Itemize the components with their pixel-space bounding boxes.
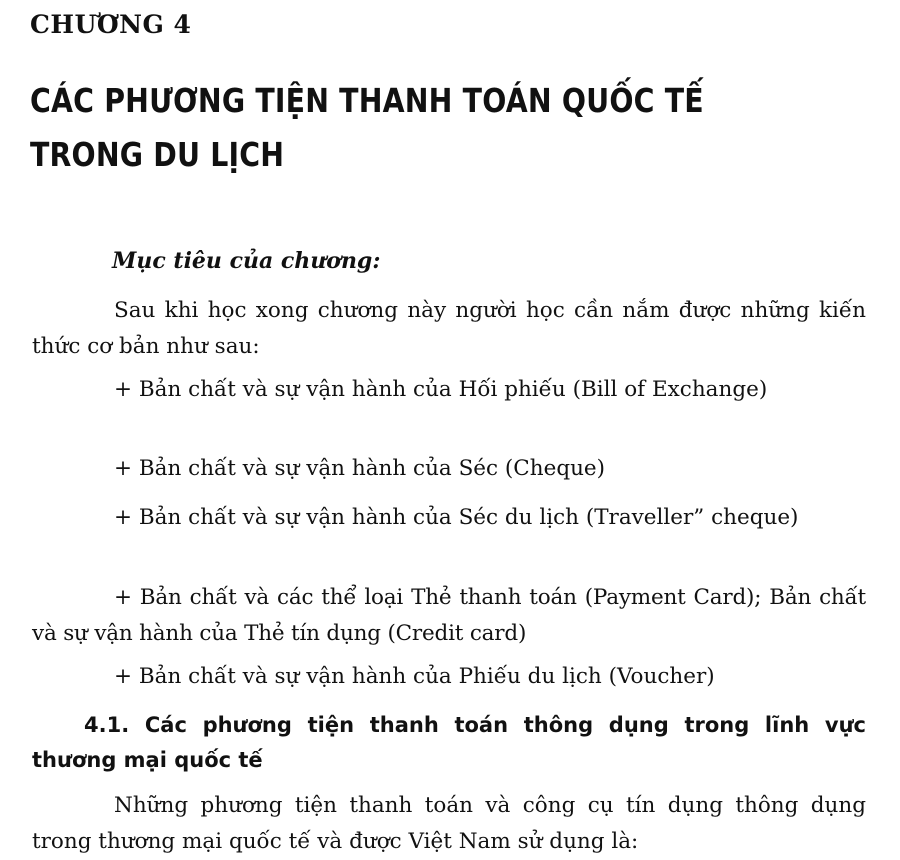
objective-item-2: + Bản chất và sự vận hành của Séc (Cheque): [114, 456, 606, 481]
objective-item-5: + Bản chất và sự vận hành của Phiếu du lịch (Voucher): [114, 664, 715, 689]
objective-item-4: + Bản chất và các thể loại Thẻ thanh toán (Payment Card); Bản chất và sự vận hành của Thẻ tín dụng (Credit card): [32, 585, 866, 646]
objectives-heading: Mục tiêu của chương:: [112, 248, 381, 274]
chapter-title: [30, 74, 735, 182]
chapter-title-line-2: TRONG DU LỊCH: [30, 135, 285, 174]
chapter-label: CHƯƠNG 4: [30, 10, 192, 39]
objective-item-1: + Bản chất và sự vận hành của Hối phiếu (Bill of Exchange): [114, 377, 768, 402]
section-paragraph: Những phương tiện thanh toán và công cụ tín dụng thông dụng trong thương mại quốc tế và được Việt Nam sử dụng là:: [32, 793, 866, 854]
section-heading: 4.1. Các phương tiện thanh toán thông dụng trong lĩnh vực thương mại quốc tế: [32, 713, 866, 772]
chapter-title-line-1: CÁC PHƯƠNG TIỆN THANH TOÁN QUỐC TẾ: [30, 81, 704, 120]
objective-item-3: + Bản chất và sự vận hành của Séc du lịch (Traveller” cheque): [114, 505, 799, 530]
objectives-intro: Sau khi học xong chương này người học cần nắm được những kiến thức cơ bản như sau:: [32, 298, 866, 359]
